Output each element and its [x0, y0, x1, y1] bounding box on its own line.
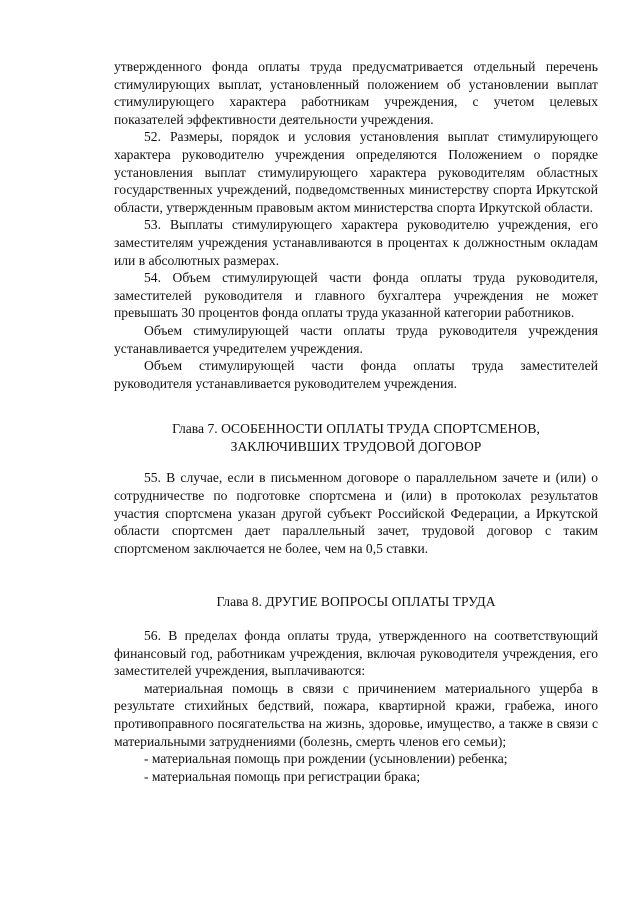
- chapter-7-title-line-1: Глава 7. ОСОБЕННОСТИ ОПЛАТЫ ТРУДА СПОРТСМЕНОВ,: [172, 421, 540, 437]
- spacer: [114, 392, 598, 420]
- paragraph-56: 56. В пределах фонда оплаты труда, утвержденного на соответствующий финансовый год, работникам учреждения, включая руководителя учреждения, его заместителей учреждения, выплачиваются:: [114, 628, 598, 679]
- paragraph-52: 52. Размеры, порядок и условия установления выплат стимулирующего характера руководителю учреждения определяются Положением о порядке установления выплат стимулирующего характера руководителям областных государственных учреждений, подведомственных министерству спорта Иркутской области, утвержденным правовым актом министерства спорта Иркутской области.: [114, 129, 598, 215]
- paragraph-material-aid: материальная помощь в связи с причинением материального ущерба в результате стихийных бедствий, пожара, квартирной кражи, грабежа, иного противоправного посягательства на жизнь, здоровье, имущество, а также в связи с материальными затруднениями (болезнь, смерть членов его семьи);: [114, 680, 598, 749]
- list-item-birth-aid: - материальная помощь при рождении (усыновлении) ребенка;: [144, 751, 508, 767]
- chapter-7-title-line-2: ЗАКЛЮЧИВШИХ ТРУДОВОЙ ДОГОВОР: [230, 438, 482, 454]
- paragraph-54-manager: Объем стимулирующей части оплаты труда руководителя учреждения устанавливается учредителем учреждения.: [114, 322, 598, 356]
- paragraph-53: 53. Выплаты стимулирующего характера руководителю учреждения, его заместителям учреждения устанавливаются в процентах к должностным окладам или в абсолютных размерах.: [114, 217, 598, 268]
- spacer: [114, 557, 598, 593]
- spacer: [114, 611, 598, 627]
- paragraph-55: 55. В случае, если в письменном договоре о параллельном зачете и (или) о сотрудничестве по подготовке спортсмена и (или) в протоколах результатов участия спортсмена указан другой субъект Российской Федерации, а Иркутской области спортсмен дает параллельный зачет, трудовой договор с таким спортсменом заключается не более, чем на 0,5 ставки.: [114, 470, 598, 556]
- list-item-marriage-aid: - материальная помощь при регистрации брака;: [144, 768, 421, 784]
- spacer: [114, 455, 598, 469]
- chapter-8-title: Глава 8. ДРУГИЕ ВОПРОСЫ ОПЛАТЫ ТРУДА: [216, 594, 496, 610]
- paragraph-54: 54. Объем стимулирующей части фонда оплаты труда руководителя, заместителей руководителя и главного бухгалтера учреждения не может превышать 30 процентов фонда оплаты труда указанной категории работников.: [114, 270, 598, 321]
- paragraph-continuation: утвержденного фонда оплаты труда предусматривается отдельный перечень стимулирующих выплат, установленный положением об установлении выплат стимулирующего характера работникам учреждения, с учетом целевых показателей эффективности деятельности учреждения.: [114, 59, 598, 127]
- document-page: [114, 58, 598, 785]
- paragraph-54-deputies: Объем стимулирующей части фонда оплаты труда заместителей руководителя устанавливается руководителем учреждения.: [114, 358, 598, 391]
